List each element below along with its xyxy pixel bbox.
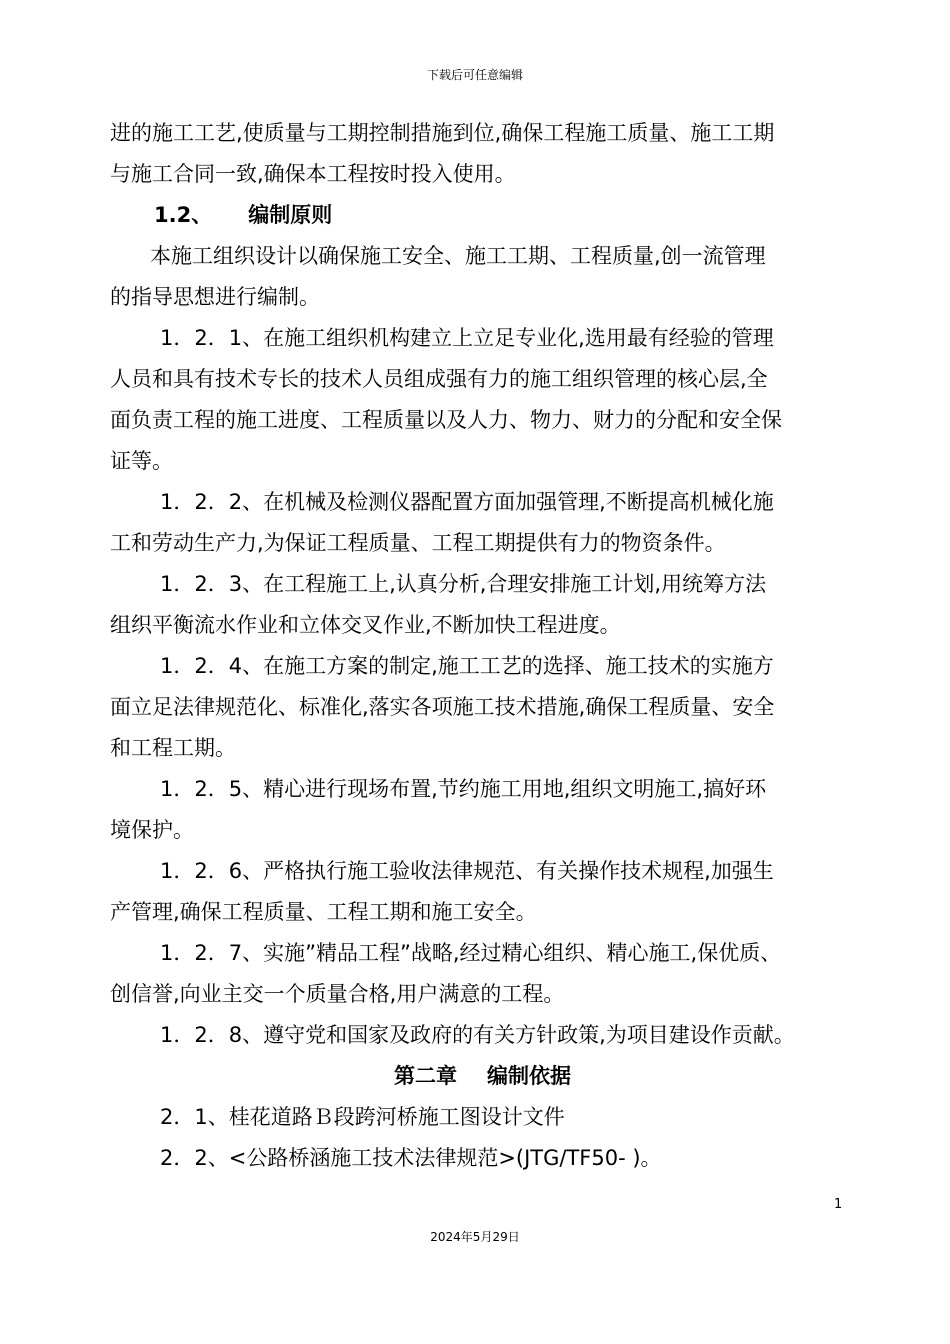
chapter-number: 第二章: [394, 1064, 457, 1088]
section-heading-title: 编制原则: [248, 203, 333, 227]
paragraph-line: 创信誉,向业主交一个质量合格,用户满意的工程。: [110, 982, 565, 1006]
section-heading-number: 1.2、: [154, 203, 213, 227]
basis-item: 2．2、<公路桥涵施工技术法律规范>(JTG/TF50- )。: [160, 1146, 662, 1170]
paragraph-line: 工和劳动生产力,为保证工程质量、工程工期提供有力的物资条件。: [110, 531, 726, 555]
section-heading: [110, 195, 855, 236]
paragraph-line: 1．2．7、实施”精品工程”战略,经过精心组织、精心施工,保优质、: [160, 941, 782, 965]
paragraph-line: 产管理,确保工程质量、工程工期和施工安全。: [110, 900, 537, 924]
document-body: [110, 113, 855, 1179]
paragraph-line: 和工程工期。: [110, 736, 236, 760]
chapter-title: 编制依据: [487, 1064, 571, 1088]
page-number: 1: [834, 1197, 843, 1212]
paragraph-line: 与施工合同一致,确保本工程按时投入使用。: [110, 162, 516, 186]
paragraph-line: 境保护。: [110, 818, 194, 842]
paragraph-line: 1．2．8、遵守党和国家及政府的有关方针政策,为项目建设作贡献。: [160, 1023, 795, 1047]
paragraph-line: 的指导思想进行编制。: [110, 285, 320, 309]
page-footer-date: 2024年5月29日: [430, 1230, 520, 1244]
paragraph-line: 人员和具有技术专长的技术人员组成强有力的施工组织管理的核心层,全: [110, 367, 768, 391]
paragraph-line: 1．2．1、在施工组织机构建立上立足专业化,选用最有经验的管理: [160, 326, 774, 350]
paragraph-line: 1．2．5、精心进行现场布置,节约施工用地,组织文明施工,搞好环: [160, 777, 767, 801]
paragraph-line: 1．2．2、在机械及检测仪器配置方面加强管理,不断提高机械化施: [160, 490, 774, 514]
paragraph-line: 1．2．6、严格执行施工验收法律规范、有关操作技术规程,加强生: [160, 859, 774, 883]
paragraph-line: 组织平衡流水作业和立体交叉作业,不断加快工程进度。: [110, 613, 621, 637]
paragraph-line: 1．2．3、在工程施工上,认真分析,合理安排施工计划,用统筹方法: [160, 572, 767, 596]
paragraph-line: 进的施工工艺,使质量与工期控制措施到位,确保工程施工质量、施工工期: [110, 121, 775, 145]
paragraph-line: 面负责工程的施工进度、工程质量以及人力、物力、财力的分配和安全保: [110, 408, 782, 432]
paragraph-line: 1．2．4、在施工方案的制定,施工工艺的选择、施工技术的实施方: [160, 654, 774, 678]
paragraph-line: 证等。: [110, 449, 173, 473]
paragraph-line: 面立足法律规范化、标准化,落实各项施工技术措施,确保工程质量、安全: [110, 695, 775, 719]
page-header: 下载后可任意编辑: [426, 68, 523, 82]
paragraph-line: 本施工组织设计以确保施工安全、施工工期、工程质量,创一流管理: [150, 244, 766, 268]
chapter-heading: [110, 1056, 855, 1097]
basis-item: 2．1、桂花道路Ｂ段跨河桥施工图设计文件: [160, 1105, 565, 1129]
